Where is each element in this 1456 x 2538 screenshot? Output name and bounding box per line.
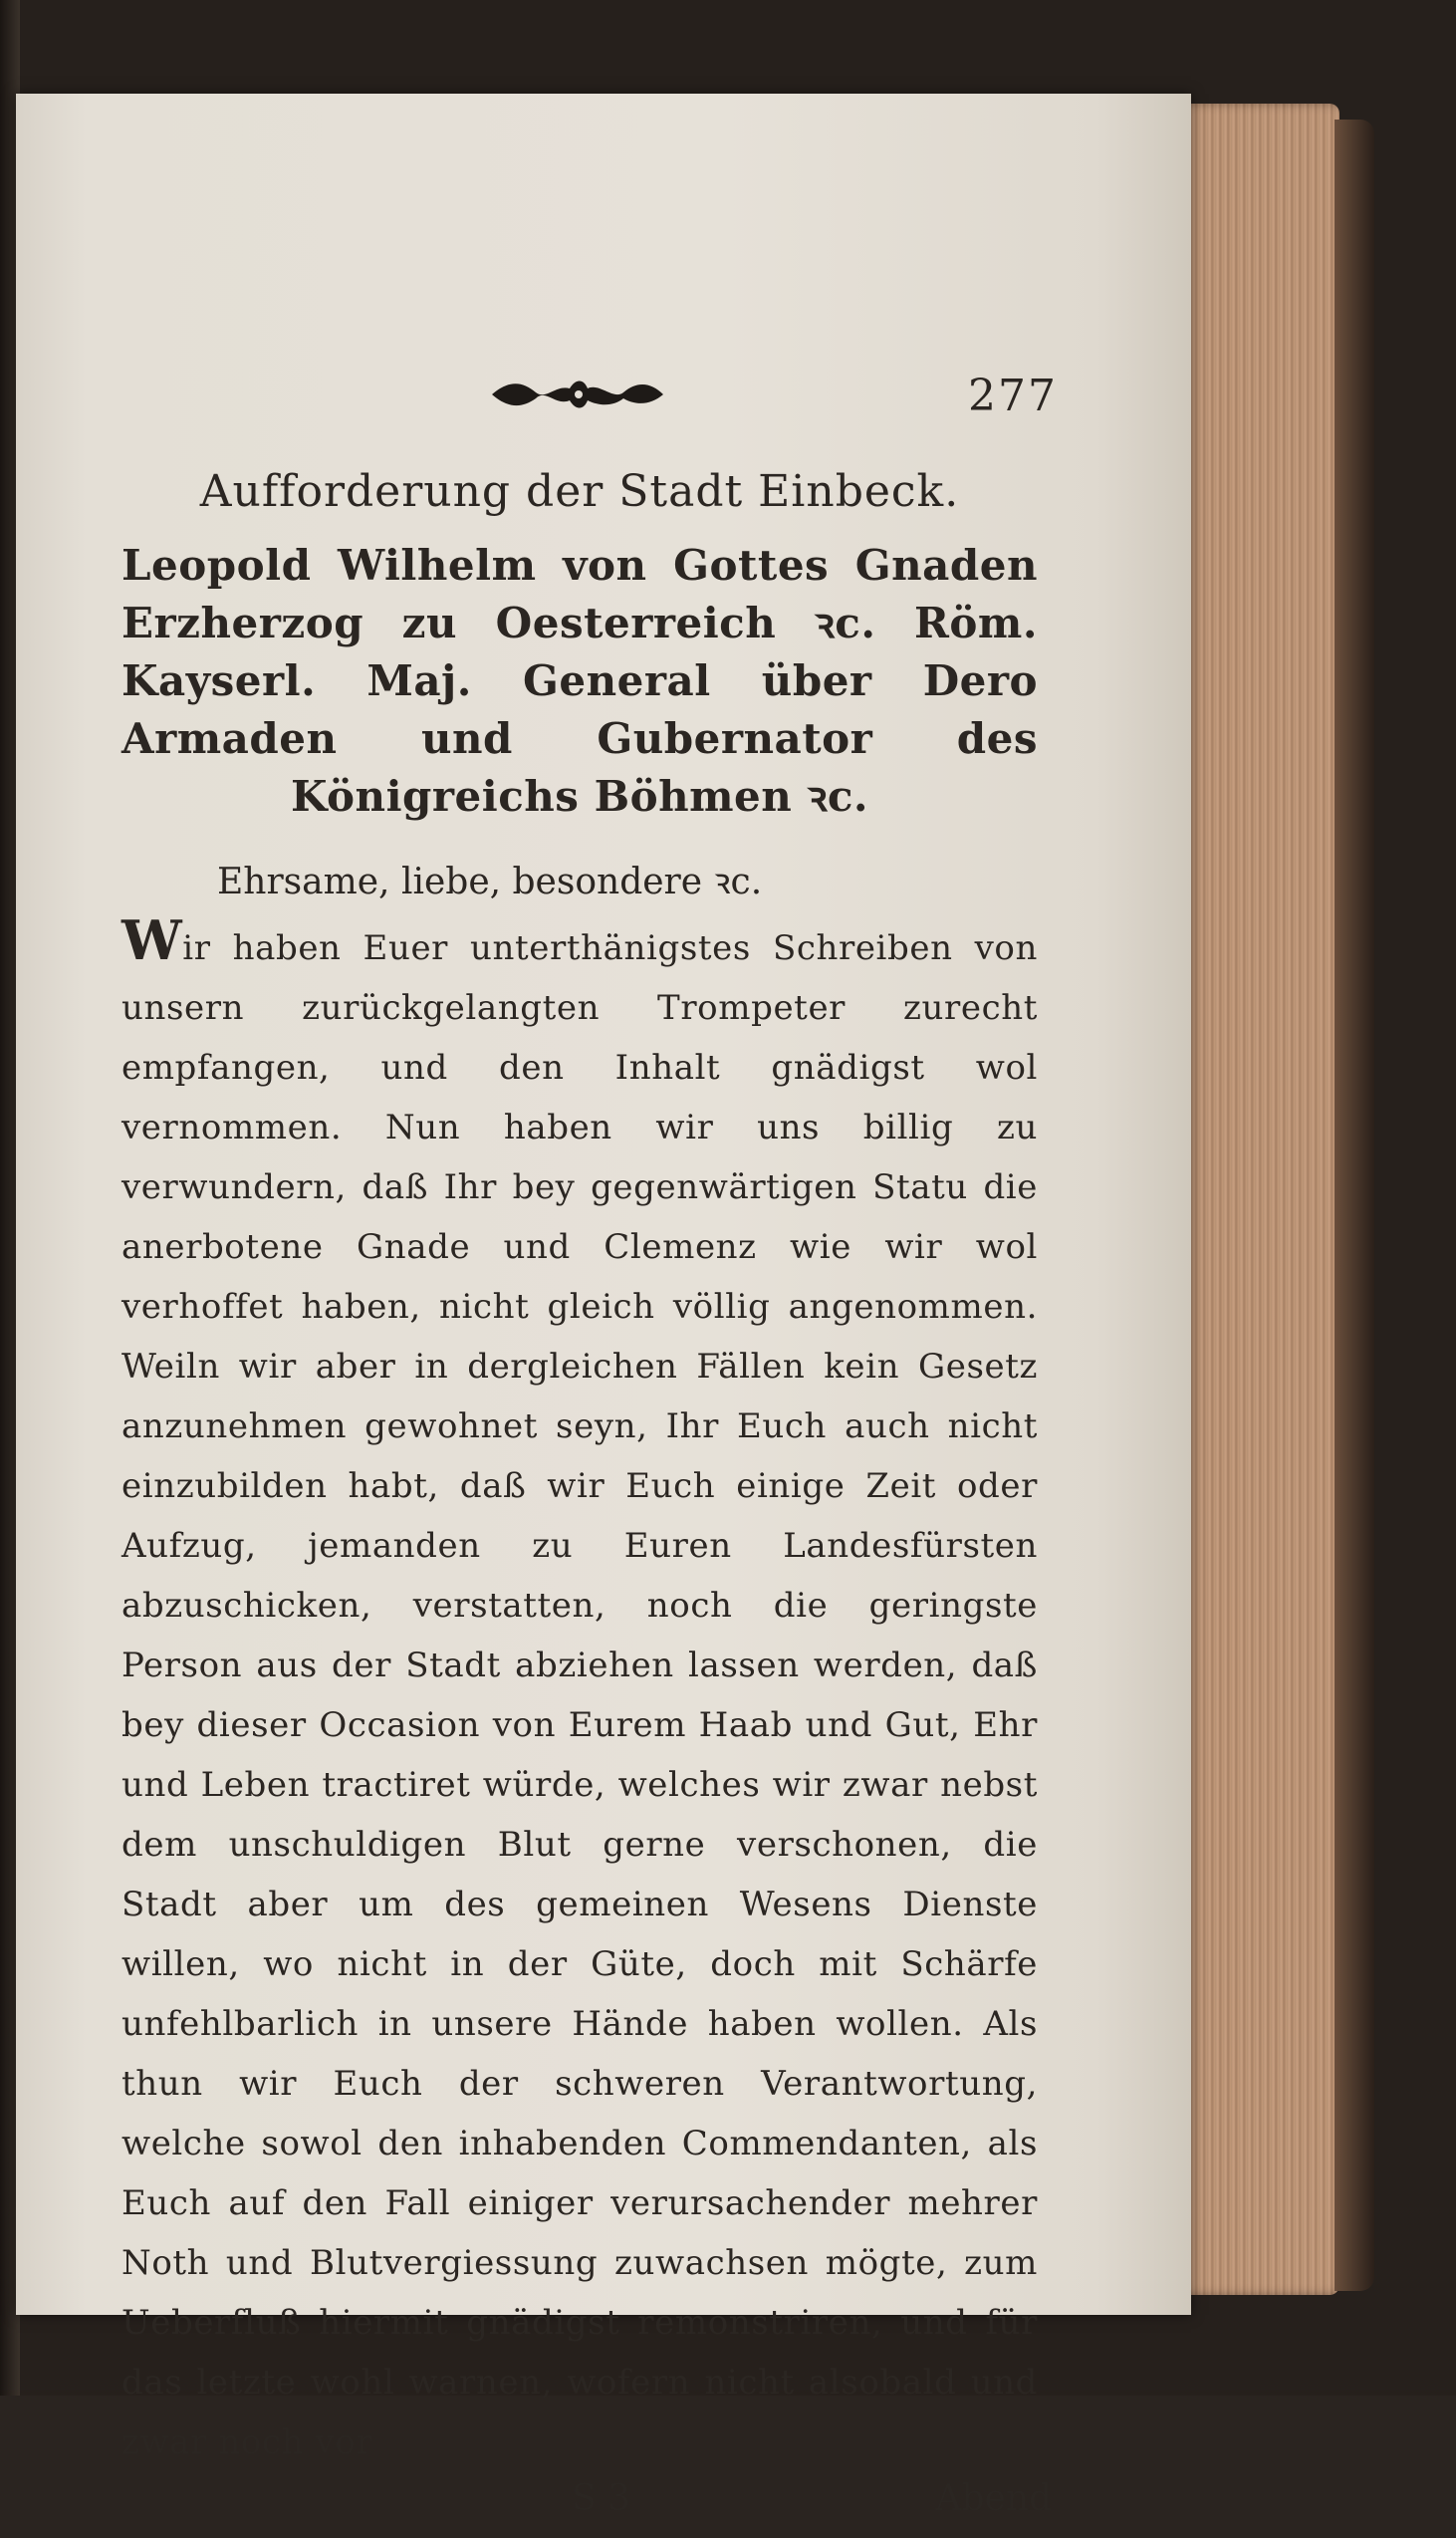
decree-heading: Leopold Wilhelm von Gottes Gnaden Erzherzog zu Oesterreich ꝛc. Röm. Kayserl. Maj. General über Dero Armaden und Gubernator des Königreichs Böhmen ꝛc. <box>121 541 1038 821</box>
page-text-block <box>121 363 1058 2538</box>
body-paragraph-text: ir haben Euer unterthänigstes Schreiben von unsern zurückgelangten Trompeter zurecht empfangen, und den Inhalt gnädigst wol vernommen. Nun haben wir uns billig zu verwundern, daß Ihr bey gegenwärtigen Statu die anerbotene Gnade und Clemenz wie wir wol verhoffet haben, nicht gleich völlig angenommen. Weiln wir aber in dergleichen Fällen kein Gesetz anzunehmen gewohnet seyn, Ihr Euch auch nicht einzubilden habt, daß wir Euch einige Zeit oder Aufzug, jemanden zu Euren Landesfürsten abzuschicken, verstatten, noch die geringste Person aus der Stadt abziehen lassen werden, daß bey dieser Occasion von Eurem Haab und Gut, Ehr und Leben tractiret würde, welches wir zwar nebst dem unschuldigen Blut gerne verschonen, die Stadt aber um des gemeinen Wesens Dienste willen, wo nicht in der Güte, doch mit Schärfe unfehlbarlich in unsere Hände haben wollen. Als thun wir Euch der schweren Verantwortung, welche sowol den inhabenden Commendanten, als Euch auf den Fall einiger verursachender mehrer Noth und Blutvergiessung zuwachsen mögte, zum Ueberfluß hiermit gnädigst remonstriren, und für das letzte wohl warnen, wofern nicht alsobald und zwar noch vor <box>121 928 1038 2462</box>
page-edges <box>1175 104 1339 2295</box>
page-number: 277 <box>968 371 1058 421</box>
body-paragraph <box>121 908 1038 2472</box>
chapter-title: Aufforderung der Stadt Einbeck. <box>199 466 960 517</box>
signature-mark: S 3 <box>572 2478 631 2519</box>
book-cover-edge <box>1335 120 1374 2291</box>
page-sheet <box>16 94 1191 2519</box>
catchword: Abend <box>935 2478 1052 2519</box>
fleuron-ornament-icon <box>488 375 667 414</box>
page-footer <box>121 2478 1052 2538</box>
initial-letter: W <box>121 908 183 972</box>
running-header <box>121 363 1058 432</box>
salutation: Ehrsame, liebe, besondere ꝛc. <box>217 862 763 902</box>
